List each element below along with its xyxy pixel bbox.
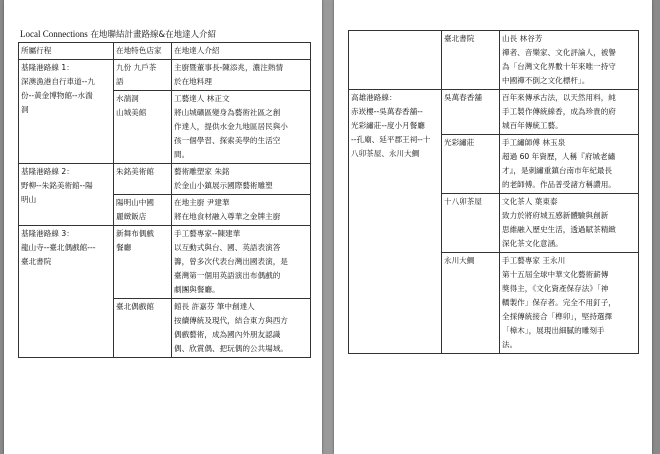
shop-name-line: 水湍洞 bbox=[116, 94, 139, 103]
shop-name-line: 光彩繡莊 bbox=[444, 138, 475, 147]
route-name-line: 八卯茶屋、永川大鯛 bbox=[351, 149, 420, 158]
master-intro-line: 劇團與餐廳。 bbox=[174, 285, 220, 294]
shop-name bbox=[114, 91, 172, 164]
master-intro bbox=[172, 195, 311, 226]
table-row bbox=[349, 90, 639, 135]
shop-name bbox=[442, 194, 500, 253]
shop-name-line: 麗緻飯店 bbox=[116, 212, 147, 221]
master-intro-line: 將山城礦區變身為藝術社區之創 bbox=[174, 108, 281, 117]
route-table-right bbox=[348, 30, 639, 354]
route-name-line: 高雄港路線： bbox=[351, 93, 397, 102]
route-name-line: 野柳--朱銘美術館--陽 bbox=[21, 181, 93, 190]
route-name-line: --孔廟、延平郡王祠--十 bbox=[351, 135, 431, 144]
master-intro-line: 臺灣第一個用英語演出布偶戲的 bbox=[174, 271, 281, 280]
master-intro-line: 禪者、音樂家、文化評論人，被譽 bbox=[502, 48, 616, 57]
master-intro-line: 中國禪不倒之文化標杆」。 bbox=[502, 76, 590, 85]
master-intro-line: 館長 許嘉芬 筆中創達人 bbox=[174, 302, 255, 311]
route-name bbox=[19, 60, 114, 164]
route-name-line: 基隆港路線 1： bbox=[21, 63, 74, 72]
document-page-left bbox=[4, 0, 322, 454]
master-intro-line: 百年來傳承古法，以天然用料，純 bbox=[502, 93, 616, 102]
master-intro-line: 孩一個學習、探索美學的生活空 bbox=[174, 136, 281, 145]
shop-name-line: 朱銘美術館 bbox=[116, 167, 154, 176]
shop-name-line: 陽明山中國 bbox=[116, 198, 154, 207]
route-table-left bbox=[18, 42, 311, 358]
table-row bbox=[19, 164, 311, 195]
master-intro-line: 思維融入歷史生活，透過賦茶精緻 bbox=[502, 225, 616, 234]
master-intro-line: 將在地食材融入尊華之金牌主廚 bbox=[174, 212, 281, 221]
header-row bbox=[19, 43, 311, 60]
title-suffix: 在地聯結計畫路線&在地達人介紹 bbox=[90, 30, 217, 40]
master-intro-line: 間。 bbox=[174, 150, 190, 159]
shop-name bbox=[114, 60, 172, 91]
route-name-line: 龍山寺--臺北偶戲館--- bbox=[21, 243, 96, 252]
shop-name bbox=[442, 253, 500, 354]
route-name bbox=[349, 90, 442, 354]
master-intro-line: 轎製作」保存者。完全不用釘子， bbox=[502, 298, 616, 307]
master-intro-line: 才』，是刺繡重鎮台南市年紀最長 bbox=[502, 166, 613, 175]
master-intro bbox=[172, 299, 311, 358]
master-intro-line: 全採傳統接合「榫卯」，堅持選擇 bbox=[502, 312, 613, 321]
master-intro-line: 以互動式與台、國、英語表演答 bbox=[174, 243, 281, 252]
master-intro-line: 在地主廚 尹建華 bbox=[174, 198, 230, 207]
master-intro bbox=[172, 91, 311, 164]
master-intro bbox=[500, 90, 639, 135]
master-intro-line: 手工繡師傅 林玉泉 bbox=[502, 138, 566, 147]
route-name-line: 光彩繡莊--度小月餐廳 bbox=[351, 121, 425, 130]
route-name-line: 臺北書院 bbox=[21, 257, 52, 266]
master-intro-line: 手工藝專家--陳建華 bbox=[174, 229, 241, 238]
shop-name bbox=[114, 226, 172, 299]
route-name-line: 赤崁樓--吳萬春香舖-- bbox=[351, 107, 423, 116]
master-intro bbox=[500, 135, 639, 194]
master-intro-line: 的老師傅。作品普受諸方稱讚用。 bbox=[502, 180, 616, 189]
shop-name-line: 吳萬春香舖 bbox=[444, 93, 482, 102]
master-intro-line: 藝術雕塑家 朱銘 bbox=[174, 167, 230, 176]
master-intro-line: 第十五屆全球中華文化藝術薪傳 bbox=[502, 270, 609, 279]
master-intro-line: 致力於將府城五感新體驗與創新 bbox=[502, 211, 609, 220]
master-intro-line: 深化茶文化意涵。 bbox=[502, 239, 563, 248]
master-intro-line: 法。 bbox=[502, 340, 518, 349]
shop-name bbox=[442, 90, 500, 135]
master-intro-line: 「樟木」，展現出細膩的雕刻手 bbox=[502, 326, 605, 335]
master-intro-line: 偶戲藝術，成為國內外朋友認識 bbox=[174, 330, 281, 339]
shop-name-line: 十八卯茶屋 bbox=[444, 197, 482, 206]
shop-name bbox=[114, 164, 172, 195]
route-name-line: 洞 bbox=[21, 105, 29, 114]
table-row bbox=[19, 60, 311, 91]
shop-name-line: 九份 九戶茶 bbox=[116, 63, 157, 72]
shop-name bbox=[114, 299, 172, 358]
header-master: 在地達人介紹 bbox=[172, 43, 311, 60]
master-intro bbox=[500, 31, 639, 90]
master-intro bbox=[500, 194, 639, 253]
document-title bbox=[20, 28, 216, 40]
shop-name bbox=[442, 31, 500, 90]
route-name bbox=[19, 164, 114, 226]
document-page-right bbox=[334, 0, 652, 454]
master-intro-line: 作達人，提供水金九地區居民與小 bbox=[174, 122, 288, 131]
shop-name bbox=[114, 195, 172, 226]
master-intro-line: 偶、欣賞偶、把玩偶的公共場域。 bbox=[174, 344, 288, 353]
route-name-line: 深澳漁港自行車道--九 bbox=[21, 77, 95, 86]
shop-name-line: 山城美館 bbox=[116, 108, 147, 117]
master-intro bbox=[172, 60, 311, 91]
shop-name bbox=[442, 135, 500, 194]
table-row bbox=[19, 226, 311, 299]
route-name bbox=[19, 226, 114, 358]
table-row bbox=[349, 31, 639, 90]
master-intro-line: 手工製作傳統線香，成為珍貴的府 bbox=[502, 107, 616, 116]
master-intro-line: 獎得主，《文化資產保存法》「神 bbox=[502, 284, 609, 293]
route-name-line: 份--黃金博物館--水湍 bbox=[21, 91, 93, 100]
route-name-line: 基隆港路線 3： bbox=[21, 229, 74, 238]
route-name-line: 基隆港路線 2： bbox=[21, 167, 74, 176]
route-name-continued bbox=[349, 31, 442, 90]
route-name-line: 明山 bbox=[21, 195, 37, 204]
master-intro-line: 手工藝專家 王永川 bbox=[502, 256, 566, 265]
shop-name-line: 永川大鯛 bbox=[444, 256, 475, 265]
shop-name-line: 餐廳 bbox=[116, 243, 132, 252]
master-intro-line: 主廚暨董事長-陳添兆，濃注熱情 bbox=[174, 63, 284, 72]
master-intro-line: 城百年傳統工藝。 bbox=[502, 121, 563, 130]
page-gutter bbox=[322, 0, 334, 454]
title-prefix: Local Connections bbox=[20, 29, 88, 39]
header-shop: 在地特色店家 bbox=[114, 43, 172, 60]
master-intro bbox=[172, 226, 311, 299]
master-intro bbox=[500, 253, 639, 354]
master-intro-line: 按續傳統及現代，結合東方與西方 bbox=[174, 316, 288, 325]
master-intro-line: 籌，曾多次代表台灣出國表演，是 bbox=[174, 257, 288, 266]
shop-name-line: 語 bbox=[116, 77, 124, 86]
shop-name-line: 新舞布偶戲 bbox=[116, 229, 154, 238]
master-intro bbox=[172, 164, 311, 195]
shop-name-line: 臺北書院 bbox=[444, 34, 475, 43]
header-route: 所屬行程 bbox=[19, 43, 114, 60]
shop-name-line: 臺北偶戲館 bbox=[116, 302, 154, 311]
master-intro-line: 於金山小鎮展示國際藝術雕塑 bbox=[174, 181, 273, 190]
master-intro-line: 為「台灣文化界數十年來唯一持守 bbox=[502, 62, 616, 71]
master-intro-line: 工藝達人 林正文 bbox=[174, 94, 230, 103]
master-intro-line: 超過 60 年資歷，人稱『府城老繡 bbox=[502, 152, 616, 161]
master-intro-line: 文化茶人 葉東泰 bbox=[502, 197, 558, 206]
master-intro-line: 山長 林谷芳 bbox=[502, 34, 543, 43]
master-intro-line: 於在地料理 bbox=[174, 77, 212, 86]
